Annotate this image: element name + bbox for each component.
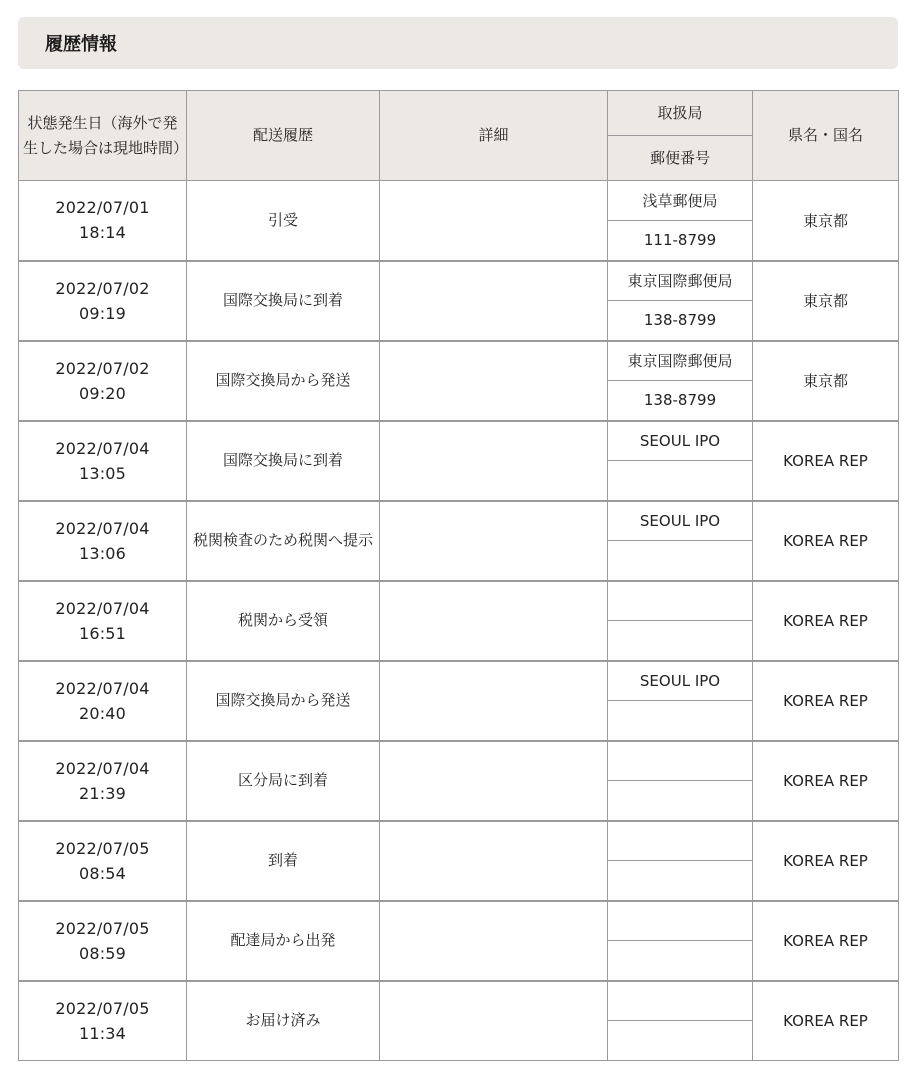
event-detail: [380, 821, 608, 901]
event-detail: [380, 501, 608, 581]
handling-office: [608, 901, 753, 941]
handling-office: 浅草郵便局: [608, 181, 753, 221]
header-detail: 詳細: [380, 91, 608, 181]
event-detail: [380, 901, 608, 981]
event-status: 国際交換局に到着: [187, 261, 380, 341]
event-status: 配達局から出発: [187, 901, 380, 981]
region: 東京都: [753, 181, 899, 261]
event-date: 2022/07/04: [55, 438, 150, 458]
event-status: 国際交換局から発送: [187, 661, 380, 741]
region: 東京都: [753, 261, 899, 341]
event-datetime: [19, 901, 187, 981]
handling-office: [608, 741, 753, 781]
event-time: 09:20: [78, 383, 127, 403]
region: KOREA REP: [753, 741, 899, 821]
region: KOREA REP: [753, 981, 899, 1061]
postal-code: [608, 461, 753, 501]
postal-code: [608, 861, 753, 901]
region: KOREA REP: [753, 421, 899, 501]
handling-office: [608, 981, 753, 1021]
header-date: 状態発生日（海外で発生した場合は現地時間）: [19, 91, 187, 181]
postal-code: 138-8799: [608, 301, 753, 341]
history-row: [19, 341, 899, 381]
history-row: [19, 661, 899, 701]
event-datetime: [19, 981, 187, 1061]
event-time: 08:59: [78, 943, 127, 963]
event-status: 引受: [187, 181, 380, 261]
event-datetime: [19, 341, 187, 421]
region: KOREA REP: [753, 581, 899, 661]
event-status: お届け済み: [187, 981, 380, 1061]
postal-code: [608, 621, 753, 661]
event-detail: [380, 421, 608, 501]
handling-office: SEOUL IPO: [608, 501, 753, 541]
region: 東京都: [753, 341, 899, 421]
postal-code: 138-8799: [608, 381, 753, 421]
section-title: 履歴情報: [45, 34, 117, 55]
event-date: 2022/07/05: [55, 838, 150, 858]
history-section-header: [18, 17, 898, 69]
handling-office: [608, 821, 753, 861]
postal-code: [608, 1021, 753, 1061]
event-date: 2022/07/02: [55, 278, 150, 298]
region: KOREA REP: [753, 661, 899, 741]
event-date: 2022/07/04: [55, 678, 150, 698]
event-time: 13:05: [78, 463, 127, 483]
event-detail: [380, 341, 608, 421]
event-date: 2022/07/01: [55, 198, 150, 218]
event-datetime: [19, 661, 187, 741]
event-datetime: [19, 261, 187, 341]
history-row: [19, 901, 899, 941]
event-status: 区分局に到着: [187, 741, 380, 821]
handling-office: SEOUL IPO: [608, 661, 753, 701]
event-time: 20:40: [78, 703, 127, 723]
event-date: 2022/07/04: [55, 758, 150, 778]
history-table: [18, 90, 899, 1061]
history-row: [19, 501, 899, 541]
region: KOREA REP: [753, 901, 899, 981]
event-detail: [380, 581, 608, 661]
event-date: 2022/07/05: [55, 998, 150, 1018]
event-datetime: [19, 501, 187, 581]
event-datetime: [19, 741, 187, 821]
event-date: 2022/07/02: [55, 358, 150, 378]
event-time: 16:51: [78, 623, 127, 643]
postal-code: [608, 781, 753, 821]
event-status: 国際交換局に到着: [187, 421, 380, 501]
handling-office: 東京国際郵便局: [608, 341, 753, 381]
event-status: 税関から受領: [187, 581, 380, 661]
event-detail: [380, 981, 608, 1061]
postal-code: [608, 941, 753, 981]
event-datetime: [19, 821, 187, 901]
postal-code: [608, 541, 753, 581]
handling-office: 東京国際郵便局: [608, 261, 753, 301]
history-row: [19, 981, 899, 1021]
header-postal: 郵便番号: [608, 136, 753, 181]
event-detail: [380, 741, 608, 821]
event-date: 2022/07/05: [55, 918, 150, 938]
event-datetime: [19, 421, 187, 501]
handling-office: [608, 581, 753, 621]
history-row: [19, 421, 899, 461]
event-status: 税関検査のため税関へ提示: [187, 501, 380, 581]
event-date: 2022/07/04: [55, 518, 150, 538]
region: KOREA REP: [753, 821, 899, 901]
postal-code: 111-8799: [608, 221, 753, 261]
event-time: 13:06: [78, 543, 127, 563]
event-date: 2022/07/04: [55, 598, 150, 618]
history-row: [19, 181, 899, 221]
history-row: [19, 581, 899, 621]
event-time: 08:54: [78, 863, 127, 883]
event-detail: [380, 261, 608, 341]
header-event: 配送履歴: [187, 91, 380, 181]
event-status: 到着: [187, 821, 380, 901]
postal-code: [608, 701, 753, 741]
event-datetime: [19, 181, 187, 261]
header-office: 取扱局: [608, 91, 753, 136]
history-row: [19, 741, 899, 781]
history-body: [19, 181, 899, 1061]
header-region: 県名・国名: [753, 91, 899, 181]
event-time: 18:14: [78, 223, 127, 243]
event-time: 09:19: [78, 303, 127, 323]
history-row: [19, 261, 899, 301]
region: KOREA REP: [753, 501, 899, 581]
event-time: 21:39: [78, 783, 127, 803]
event-datetime: [19, 581, 187, 661]
history-row: [19, 821, 899, 861]
event-time: 11:34: [78, 1023, 127, 1043]
event-detail: [380, 181, 608, 261]
event-status: 国際交換局から発送: [187, 341, 380, 421]
handling-office: SEOUL IPO: [608, 421, 753, 461]
event-detail: [380, 661, 608, 741]
